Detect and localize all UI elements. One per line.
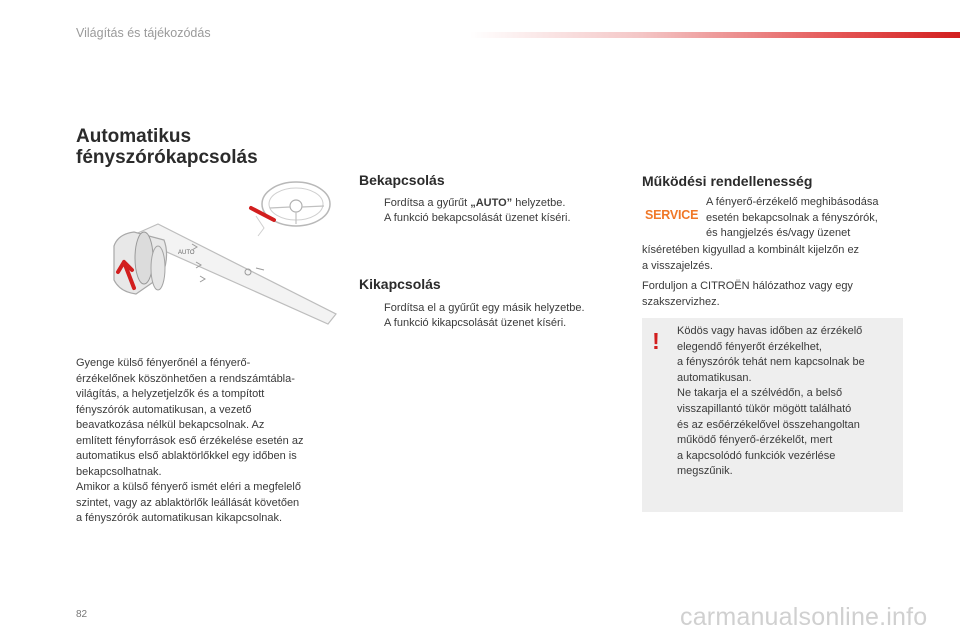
bekapcsolas-line1-post: helyzetbe. xyxy=(512,197,566,209)
malfunction-line: A fényerő-érzékelő meghibásodása xyxy=(706,196,879,208)
bekapcsolas-auto-label: „AUTO” xyxy=(470,197,513,209)
bekapcsolas-line1-pre: Fordítsa a gyűrűt xyxy=(384,197,471,209)
malfunction-line: szakszervizhez. xyxy=(642,295,720,308)
bekapcsolas-bullet xyxy=(362,196,571,226)
page-number: 82 xyxy=(76,609,88,620)
page-title xyxy=(76,126,258,168)
intro-line: szintet, vagy az ablaktörlők leállását követően xyxy=(76,496,300,509)
note-line: elegendő fényerőt érzékelhet, xyxy=(677,340,822,353)
malfunction-full-text xyxy=(642,243,859,274)
malfunction-line: és hangjelzés és/vagy üzenet xyxy=(706,227,851,239)
watermark: carmanualsonline.info xyxy=(680,603,928,631)
section-title-malfunction: Működési rendellenesség xyxy=(642,173,813,189)
intro-line: világítás, a helyzetjelzők és a tompított xyxy=(76,388,265,400)
section-title-kikapcsolas: Kikapcsolás xyxy=(359,276,441,292)
bullet-icon xyxy=(362,196,384,226)
warning-note-text xyxy=(677,324,865,480)
malfunction-line: kíséretében kigyullad a kombinált kijelzőn ez xyxy=(642,244,860,256)
intro-line: említett fényforrások eső érzékelése esetén az xyxy=(76,434,304,447)
note-line: és az esőérzékelővel összehangoltan xyxy=(677,418,860,431)
intro-line: automatikus első ablaktörlőkkel egy időben is xyxy=(76,450,297,462)
light-switch-illustration xyxy=(96,176,340,326)
exclamation-warning-icon: ! xyxy=(652,328,660,354)
note-line: működő fényerő-érzékelőt, mert xyxy=(677,434,833,447)
section-header-title: Világítás és tájékozódás xyxy=(76,26,211,40)
note-line: a fényszórók tehát nem kapcsolnak be xyxy=(677,356,865,369)
intro-line: Amikor a külső fényerő ismét eléri a megfelelő xyxy=(76,481,301,493)
bullet-icon xyxy=(362,301,384,331)
malfunction-contact-text xyxy=(642,279,853,310)
kikapcsolas-line1: Fordítsa el a gyűrűt egy másik helyzetbe. xyxy=(384,302,585,314)
malfunction-line: a visszajelzés. xyxy=(642,259,713,272)
note-line: a kapcsolódó funkciók vezérlése xyxy=(677,449,836,462)
header-accent-bar xyxy=(470,32,960,38)
switch-auto-label: AUTO xyxy=(178,250,195,256)
intro-line: bekapcsolhatnak. xyxy=(76,465,162,478)
note-line: megszűnik. xyxy=(677,465,733,478)
steering-wheel-inset-icon xyxy=(251,182,330,236)
malfunction-indented-text xyxy=(706,195,878,242)
note-line: visszapillantó tükör mögött található xyxy=(677,402,852,415)
note-line: automatikusan. xyxy=(677,371,752,384)
intro-line: beavatkozása nélkül bekapcsolnak. Az xyxy=(76,419,265,431)
intro-line: érzékelőnek köszönhetően a rendszámtábla- xyxy=(76,372,295,385)
note-line: Ködös vagy havas időben az érzékelő xyxy=(677,325,863,337)
note-line: Ne takarja el a szélvédőn, a belső xyxy=(677,387,843,400)
service-warning-icon: SERVICE xyxy=(645,208,699,222)
kikapcsolas-line2: A funkció kikapcsolását üzenet kíséri. xyxy=(384,317,567,329)
page-title-line-2: fényszórókapcsolás xyxy=(76,147,258,168)
section-title-bekapcsolas: Bekapcsolás xyxy=(359,172,445,188)
bekapcsolas-line2: A funkció bekapcsolását üzenet kíséri. xyxy=(384,212,571,224)
intro-line: a fényszórók automatikusan kikapcsolnak. xyxy=(76,512,283,524)
intro-paragraph xyxy=(76,356,340,527)
malfunction-line: Forduljon a CITROËN hálózathoz vagy egy xyxy=(642,280,853,292)
intro-line: fényszórók automatikusan, a vezető xyxy=(76,403,252,416)
page-title-line-1: Automatikus xyxy=(76,126,192,147)
intro-line: Gyenge külső fényerőnél a fényerő- xyxy=(76,357,251,369)
kikapcsolas-bullet xyxy=(362,301,585,331)
malfunction-line: esetén bekapcsolnak a fényszórók, xyxy=(706,211,878,224)
